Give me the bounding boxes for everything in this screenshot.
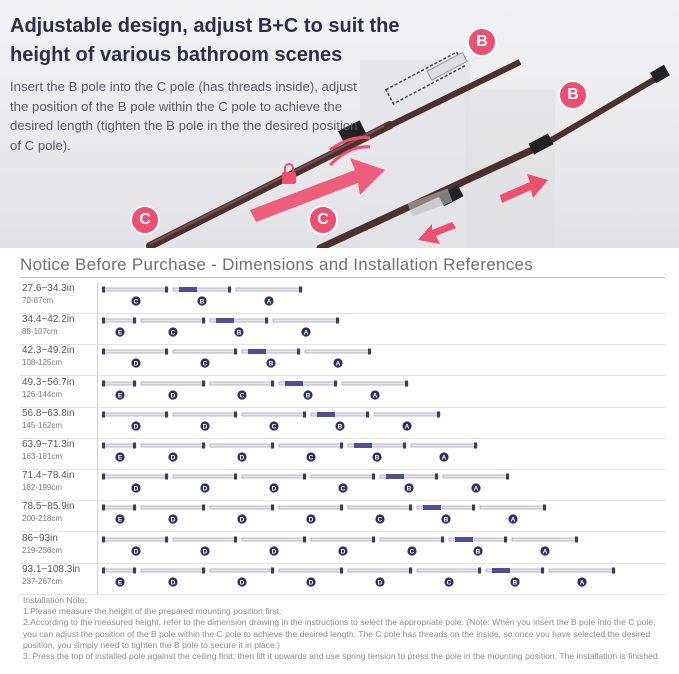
segment-letter: B (236, 329, 242, 337)
installation-note-item-1: 1.Please measure the height of the prepared mounting position first. (23, 606, 282, 617)
notice-divider (20, 277, 665, 278)
segment-letter: A (404, 423, 410, 431)
pole-segment-d (210, 505, 274, 524)
hero-title-line-2: height of various bathroom scenes (10, 44, 343, 66)
hero-banner (0, 0, 679, 248)
range-cm: 145-162cm (22, 420, 63, 430)
segment-letter: D (202, 548, 208, 556)
segment-letter: D (239, 516, 245, 524)
segment-letter: E (117, 516, 123, 524)
table-row (20, 343, 665, 376)
table-row (20, 312, 665, 345)
pole-segment-a (443, 474, 509, 493)
segment-letter: B (337, 423, 343, 431)
table-row (20, 468, 665, 501)
segment-letter: C (308, 454, 314, 462)
column-divider (97, 281, 98, 313)
pole-segment-c (417, 567, 481, 586)
table-row (20, 562, 665, 595)
pole-segment-d (102, 411, 168, 430)
pole-segment-a (273, 318, 339, 337)
pole-segment-d (210, 443, 274, 462)
column-divider (97, 468, 98, 500)
segment-letter: B (475, 548, 481, 556)
segment-letter: C (202, 360, 208, 368)
segment-letter: C (239, 392, 245, 400)
segment-letter: B (305, 392, 311, 400)
pole-assembly (100, 531, 665, 563)
segment-letter: B (374, 454, 380, 462)
segment-letter: C (170, 329, 176, 337)
pole-assembly (100, 343, 665, 375)
pole-assembly (100, 562, 665, 594)
pole-segment-a (549, 567, 615, 586)
notice-title: Notice Before Purchase - Dimensions and Installation References (20, 255, 534, 274)
pole-segment-b (449, 536, 507, 555)
pole-segment-b (417, 505, 475, 524)
column-divider (97, 499, 98, 531)
badge-c-left: C (130, 205, 160, 235)
pole-segment-d (242, 536, 306, 555)
range-cm: 163-181cm (22, 452, 63, 461)
segment-letter: D (170, 454, 176, 462)
pole-segment-a (305, 349, 371, 368)
pole-segment-d (102, 349, 168, 368)
installation-note (23, 595, 663, 662)
segment-letter: C (271, 423, 277, 431)
pole-segment-d (102, 474, 168, 493)
pole-segment-a (236, 287, 302, 306)
pole-segment-c (311, 474, 375, 493)
segment-letter: D (271, 548, 277, 556)
pole-segment-d (141, 505, 205, 524)
column-divider (97, 312, 98, 344)
pole-segment-c (141, 318, 205, 337)
range-cm: 182-199cm (22, 483, 63, 493)
pole-segment-e (102, 505, 136, 524)
segment-letter: D (239, 579, 245, 587)
segment-letter: D (170, 516, 176, 524)
pole-segment-c (348, 505, 412, 524)
column-divider (97, 406, 98, 438)
column-divider (97, 531, 98, 563)
pole-segment-c (210, 380, 274, 399)
pole-segment-e (102, 443, 136, 462)
range-inches: 42.3~49.2in (22, 345, 75, 357)
table-row (20, 281, 665, 314)
column-divider (97, 437, 98, 469)
pole-segment-d (173, 411, 237, 430)
pole-assembly (100, 468, 665, 500)
range-cm: 108-125cm (22, 358, 63, 368)
pole-segment-d (279, 505, 343, 524)
range-inches: 56.8~63.8in (22, 407, 75, 419)
segment-letter: A (266, 298, 272, 306)
pole-assembly (100, 312, 665, 344)
segment-letter: A (372, 392, 378, 400)
segment-letter: A (542, 548, 548, 556)
pole-segment-e (102, 318, 136, 337)
pole-segment-a (480, 505, 546, 524)
segment-letter: D (133, 360, 139, 368)
hero-title-line-1: Adjustable design, adjust B+C to suit the (10, 15, 400, 37)
segment-letter: D (133, 423, 139, 431)
badge-c-middle: C (308, 205, 338, 235)
segment-letter: E (117, 454, 123, 462)
pole-segment-d (348, 567, 412, 586)
pole-segment-b (173, 287, 231, 306)
pole-segment-e (102, 380, 136, 399)
segment-letter: E (117, 392, 123, 400)
pole-segment-a (374, 411, 440, 430)
range-cm: 219-236cm (22, 545, 63, 555)
segment-letter: B (406, 485, 412, 493)
range-inches: 49.3~56.7in (22, 376, 75, 388)
badge-b-right: B (558, 80, 588, 110)
pole-segment-b (242, 349, 300, 368)
range-inches: 63.9~71.3in (22, 439, 75, 450)
installation-note-item-3: 3. Press the top of installed pole against the ceiling first, then lift it upwards and use spring tension to press the pole in the mounting position. The installation is finished. (23, 651, 661, 662)
installation-note-item-2: 2.According to the measured height, refer to the dimension drawing in the instructions to select the appropriate pole. (Note: When you insert the B pole into the C pole, you can adjust the position of the B pole within the C pole to achieve the desired length. The C pole has threads on the inside, so once you have selected the desired position, you simply need to tighten the B pole to secure it in place.) (23, 617, 656, 650)
segment-letter: D (271, 485, 277, 493)
pole-segment-d (210, 567, 274, 586)
segment-letter: A (441, 454, 447, 462)
pole-segment-d (141, 443, 205, 462)
segment-letter: E (117, 579, 123, 587)
pole-segment-b (486, 567, 544, 586)
pole-assembly (100, 437, 665, 469)
segment-letter: B (199, 298, 205, 306)
lock-icon (282, 164, 296, 184)
segment-letter: D (377, 579, 383, 587)
segment-letter: C (446, 579, 452, 587)
range-cm: 200-218cm (22, 514, 63, 524)
table-row (20, 499, 665, 532)
segment-letter: C (133, 298, 139, 306)
table-row (20, 437, 665, 470)
pole-segment-a (342, 380, 408, 399)
segment-letter: D (170, 392, 176, 400)
segment-letter: D (308, 516, 314, 524)
pole-segment-d (102, 536, 168, 555)
pole-assembly (100, 375, 665, 407)
range-inches: 93.1~108.3in (22, 563, 81, 575)
segment-letter: D (202, 423, 208, 431)
pole-segment-b (348, 443, 406, 462)
pole-segment-d (141, 380, 205, 399)
column-divider (97, 343, 98, 375)
segment-letter: A (303, 329, 309, 337)
column-divider (97, 562, 98, 594)
segment-letter: B (512, 579, 518, 587)
segment-letter: D (202, 485, 208, 493)
range-cm: 70-87cm (22, 296, 54, 305)
pole-segment-d (141, 567, 205, 586)
segment-letter: D (308, 579, 314, 587)
segment-letter: D (170, 579, 176, 587)
segment-letter: B (443, 516, 449, 524)
pole-segment-d (242, 474, 306, 493)
range-cm: 126-144cm (22, 389, 63, 399)
pole-segment-c (102, 287, 168, 306)
segment-letter: C (340, 485, 346, 493)
pole-segment-e (102, 567, 136, 586)
segment-letter: D (133, 485, 139, 493)
pole-segment-d (311, 536, 375, 555)
hero-description: Insert the B pole into the C pole (has threads inside), adjust the position of the B pole within the C pole to achieve the desired length (tighten the B pole in the the desired position of C pole). (10, 79, 358, 153)
pole-segment-b (210, 318, 268, 337)
pole-segment-d (173, 536, 237, 555)
range-inches: 27.6~34.3in (22, 283, 75, 294)
hero-title (10, 12, 450, 70)
pole-segment-d (279, 567, 343, 586)
segment-letter: D (133, 548, 139, 556)
pole-segment-c (380, 536, 444, 555)
pole-segment-a (512, 536, 578, 555)
pole-assembly (100, 281, 665, 313)
pole-segment-c (279, 443, 343, 462)
range-inches: 34.4~42.2in (22, 314, 75, 326)
segment-letter: A (579, 579, 585, 587)
segment-letter: A (510, 516, 516, 524)
pole-segment-c (242, 411, 306, 430)
segment-letter: C (377, 516, 383, 524)
range-inches: 86~93in (22, 532, 58, 544)
pole-segment-b (311, 411, 369, 430)
installation-note-heading: Installation Note: (23, 595, 88, 605)
segment-letter: D (340, 548, 346, 556)
table-row (20, 375, 665, 408)
segment-letter: A (335, 360, 341, 368)
pole-segment-a (411, 443, 477, 462)
badge-b-top: B (467, 27, 497, 57)
pole-segment-b (279, 380, 337, 399)
segment-letter: C (409, 548, 415, 556)
pole-assembly (100, 499, 665, 531)
pole-segment-d (173, 474, 237, 493)
range-cm: 237-267cm (22, 576, 63, 586)
segment-letter: D (239, 454, 245, 462)
table-row (20, 531, 665, 564)
segment-letter: A (473, 485, 479, 493)
range-inches: 71.4~78.4in (22, 470, 75, 482)
table-row (20, 406, 665, 439)
pole-assembly (100, 406, 665, 438)
column-divider (97, 375, 98, 407)
pole-segment-c (173, 349, 237, 368)
range-cm: 88-107cm (22, 327, 58, 337)
pole-segment-b (380, 474, 438, 493)
segment-letter: B (268, 360, 274, 368)
segment-letter: E (117, 329, 123, 337)
range-inches: 78.5~85.9in (22, 501, 75, 513)
